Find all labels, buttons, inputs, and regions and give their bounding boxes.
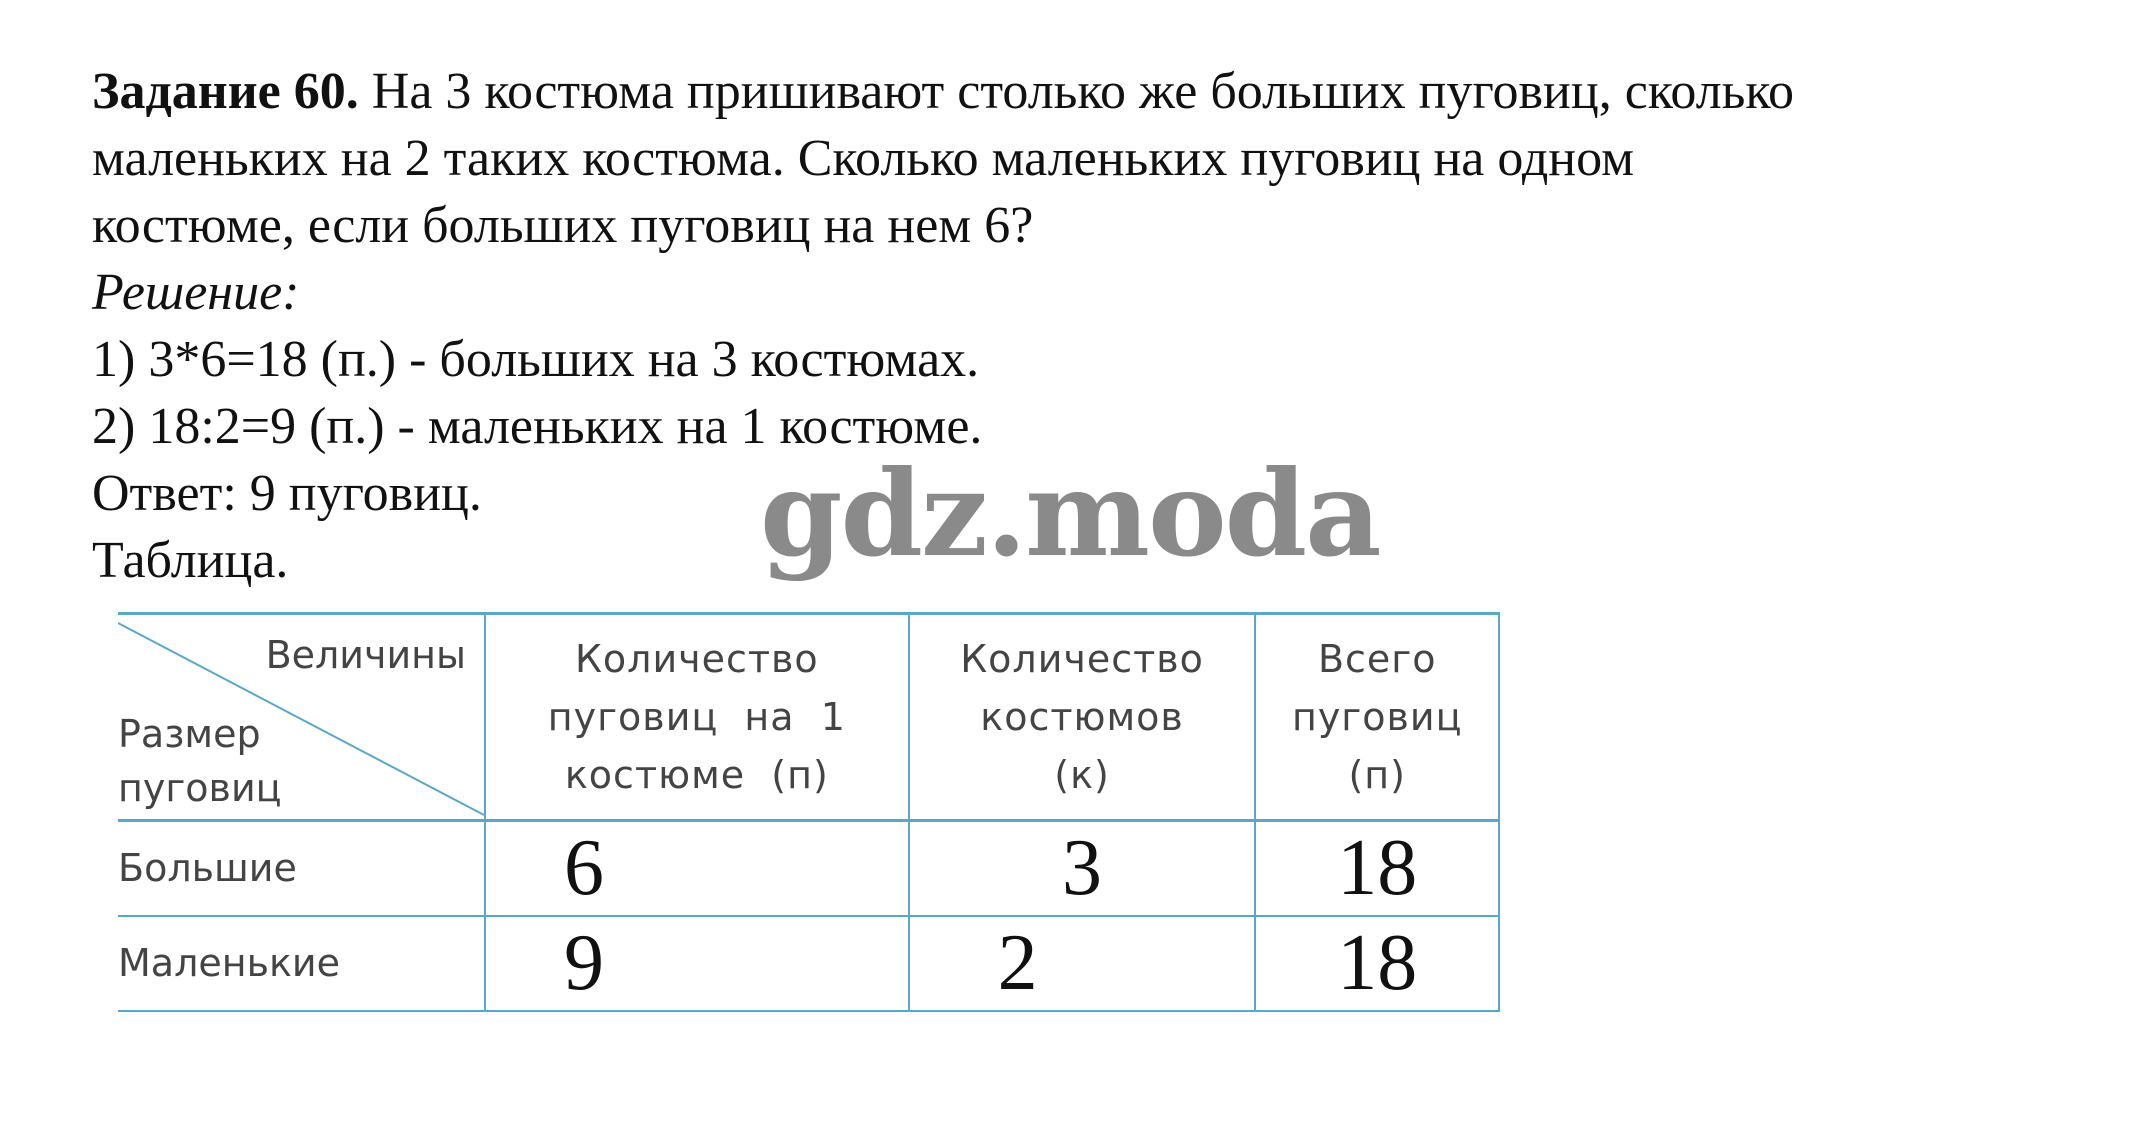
table-header-row bbox=[118, 614, 1499, 821]
row-label: Маленькие bbox=[118, 916, 485, 1011]
header-line: костюме (п) bbox=[564, 753, 829, 797]
header-line: (к) bbox=[1054, 753, 1110, 797]
solution-step-2: 2) 18:2=9 (п.) - маленьких на 1 костюме. bbox=[92, 398, 983, 455]
data-table bbox=[118, 612, 1500, 1012]
header-line: Всего bbox=[1317, 637, 1437, 681]
answer: Ответ: 9 пуговиц. bbox=[92, 465, 482, 522]
corner-bottom-line-1: Размер bbox=[118, 712, 261, 756]
table-row bbox=[118, 916, 1499, 1011]
task-label: Задание 60. bbox=[92, 63, 359, 120]
header-line: пуговиц на 1 bbox=[547, 695, 846, 739]
header-line: (п) bbox=[1348, 753, 1406, 797]
corner-cell bbox=[118, 614, 485, 821]
cell-suits: 3 bbox=[909, 821, 1256, 916]
solution-heading: Решение: bbox=[92, 264, 300, 321]
solution-step-1: 1) 3*6=18 (п.) - больших на 3 костюмах. bbox=[92, 331, 980, 388]
cell-total: 18 bbox=[1255, 916, 1499, 1011]
header-suits bbox=[909, 614, 1256, 821]
header-line: костюмов bbox=[980, 695, 1184, 739]
corner-top-label: Величины bbox=[265, 633, 466, 677]
watermark: gdz.moda bbox=[760, 444, 1380, 583]
header-line: Количество bbox=[574, 637, 819, 681]
row-label: Большие bbox=[118, 821, 485, 916]
corner-bottom-line-2: пуговиц bbox=[118, 766, 282, 810]
task-text-1: На 3 костюма пришивают столько же больших пуговиц, сколько bbox=[358, 63, 1794, 120]
header-line: пуговиц bbox=[1291, 695, 1463, 739]
task-line-1 bbox=[92, 58, 2092, 125]
cell-per-suit: 9 bbox=[485, 916, 909, 1011]
corner-bottom-label bbox=[118, 707, 282, 815]
table-caption: Таблица. bbox=[92, 532, 289, 589]
cell-per-suit: 6 bbox=[485, 821, 909, 916]
cell-suits: 2 bbox=[909, 916, 1256, 1011]
header-line: Количество bbox=[960, 637, 1204, 681]
header-total bbox=[1255, 614, 1499, 821]
header-per-suit bbox=[485, 614, 909, 821]
table-row bbox=[118, 821, 1499, 916]
task-line-3: костюме, если больших пуговиц на нем 6? bbox=[92, 197, 1034, 254]
task-line-2: маленьких на 2 таких костюма. Сколько маленьких пуговиц на одном bbox=[92, 130, 1635, 187]
cell-total: 18 bbox=[1255, 821, 1499, 916]
